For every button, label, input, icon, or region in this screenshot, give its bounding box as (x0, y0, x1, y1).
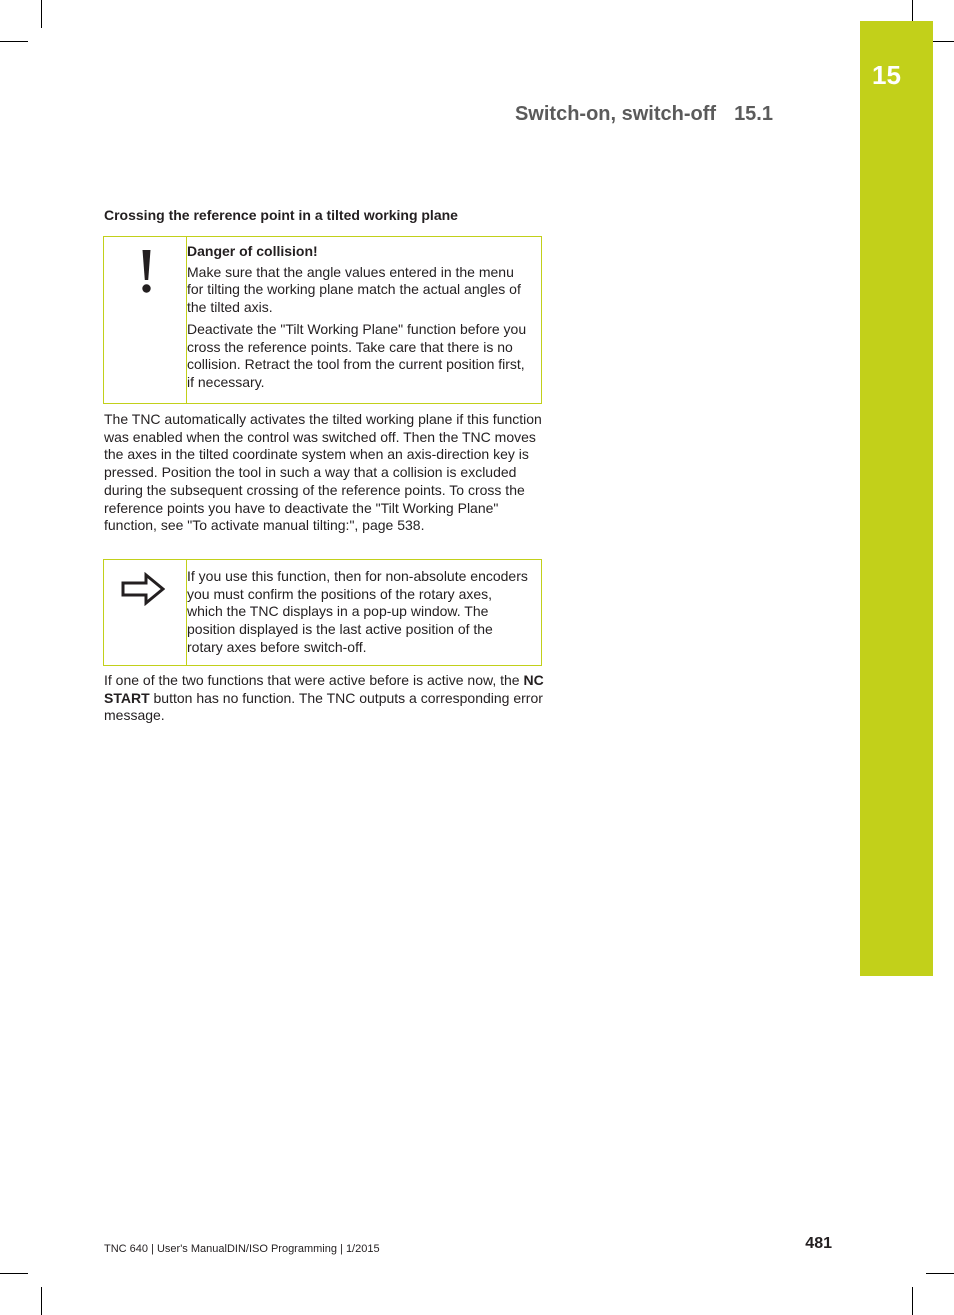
text-run: If one of the two functions that were active before is active now, the (104, 672, 524, 688)
crop-mark (41, 1287, 42, 1315)
notice-paragraph: If you use this function, then for non-absolute encoders you must confirm the positions of the rotary axes, which the TNC displays in a pop-up window. The position displayed is the last active position of the rotary axes before switch-off. (187, 568, 528, 655)
notice-paragraph: Deactivate the "Tilt Working Plane" function before you cross the reference points. Take care that there is no collision. Retract the tool from the current position first, if necessary. (187, 320, 527, 390)
page-number: 481 (805, 1235, 832, 1252)
crop-mark (926, 1273, 954, 1274)
exclamation-icon (142, 250, 151, 294)
notice-icon-column (104, 560, 187, 665)
header-title: Switch-on, switch-off (514, 103, 717, 125)
notice-paragraph: Make sure that the angle values entered in the menu for tilting the working plane match the actual angles of the tilted axis. (187, 263, 521, 316)
text-run: button has no function. The TNC outputs a corresponding error message. (104, 689, 543, 724)
notice-body (187, 237, 541, 406)
header-section-number: 15.1 (734, 103, 773, 125)
footer-text: TNC 640 | User's ManualDIN/ISO Programming | 1/2015 (104, 1243, 380, 1255)
crop-mark (0, 41, 28, 42)
crop-mark (0, 1273, 28, 1274)
tip-notice (103, 559, 542, 666)
chapter-number: 15 (872, 60, 901, 90)
arrow-right-icon (121, 572, 165, 606)
section-heading: Crossing the reference point in a tilted working plane (104, 207, 458, 223)
crop-mark (41, 0, 42, 28)
notice-icon-column (104, 237, 187, 403)
keyword-nc-start: NC START (104, 672, 544, 706)
crop-mark (912, 1287, 913, 1315)
body-paragraph (104, 672, 544, 725)
body-paragraph: The TNC automatically activates the tilted working plane if this function was enabled when the control was switched off. Then the TNC moves the axes in the tilted coordinate system when an axis-direction key is pressed. Position the tool in such a way that a collision is excluded during the subsequent crossing of the reference points. To cross the reference points you have to deactivate the "Tilt Working Plane" function, see "To activate manual tilting:", page 538. (104, 411, 542, 534)
chapter-tab (860, 21, 933, 976)
danger-notice (103, 236, 542, 404)
page-header (515, 103, 773, 126)
notice-title: Danger of collision! (187, 243, 318, 259)
notice-body (187, 560, 541, 671)
